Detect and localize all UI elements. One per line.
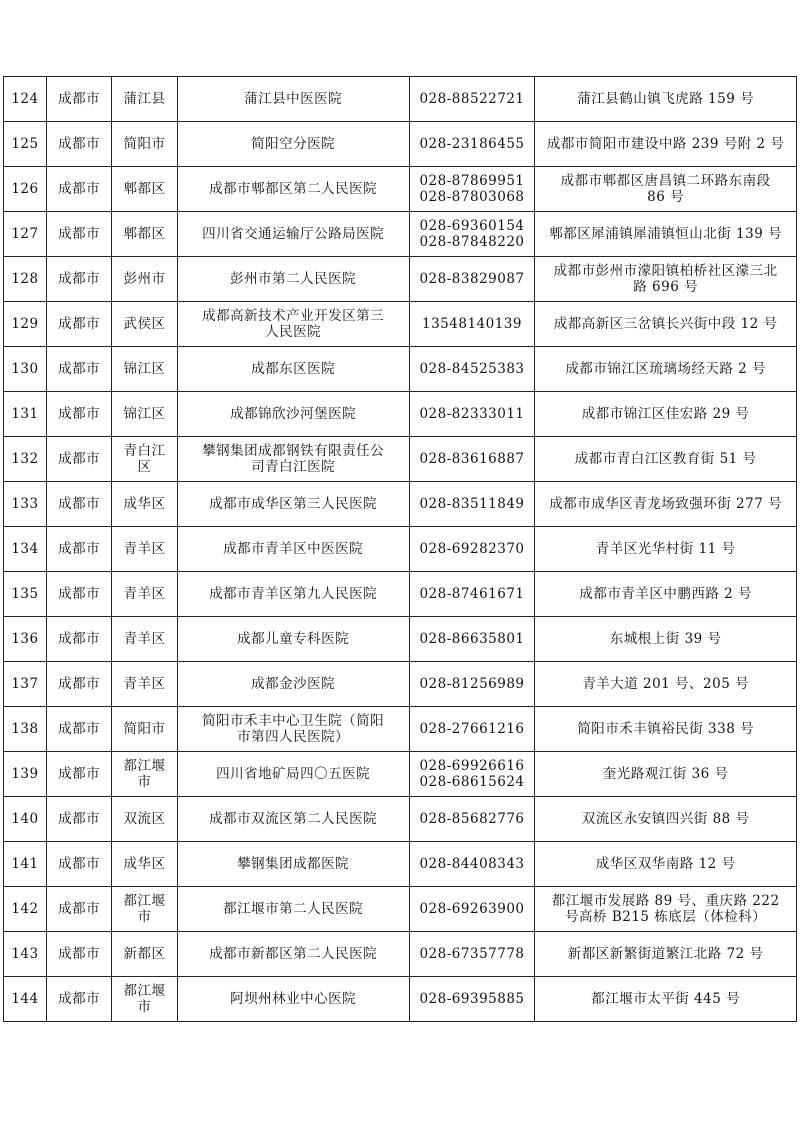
district-cell-line: 青羊区 — [123, 586, 166, 602]
phone-cell — [409, 527, 535, 572]
table-row — [4, 482, 797, 527]
phone-cell — [409, 392, 535, 437]
city-cell: 成都市 — [46, 347, 111, 392]
address-cell — [535, 77, 797, 122]
district-cell-line: 简阳市 — [123, 721, 166, 737]
phone-cell-line: 028-87803068 — [419, 189, 525, 205]
address-cell-line: 成都市青羊区中鹏西路 2 号 — [579, 586, 752, 602]
address-cell-line: 成都高新区三岔镇长兴街中段 12 号 — [553, 316, 778, 332]
hospital-name-cell — [177, 842, 409, 887]
district-cell-line: 彭州市 — [123, 271, 166, 287]
hospital-name-cell-line: 四川省交通运输厅公路局医院 — [202, 226, 385, 242]
hospital-name-cell — [177, 617, 409, 662]
address-cell-line: 青羊大道 201 号、205 号 — [582, 676, 750, 692]
hospital-name-cell — [177, 707, 409, 752]
phone-cell — [409, 977, 535, 1022]
phone-cell — [409, 167, 535, 212]
address-cell — [535, 617, 797, 662]
address-cell — [535, 392, 797, 437]
hospital-name-cell-line: 简阳空分医院 — [251, 136, 336, 152]
address-cell-line: 简阳市禾丰镇裕民街 338 号 — [577, 721, 755, 737]
phone-cell-line: 028-84525383 — [419, 361, 525, 377]
district-cell-line: 都江堰 — [123, 893, 166, 909]
hospital-name-cell-line: 都江堰市第二人民医院 — [223, 901, 364, 917]
row-number: 144 — [4, 977, 47, 1022]
hospital-name-cell-line: 成都锦欣沙河堡医院 — [230, 406, 357, 422]
city-cell: 成都市 — [46, 662, 111, 707]
district-cell — [112, 572, 177, 617]
table-row — [4, 212, 797, 257]
district-cell-line: 青羊区 — [123, 631, 166, 647]
district-cell-line: 郫都区 — [123, 226, 166, 242]
row-number: 127 — [4, 212, 47, 257]
district-cell-line: 都江堰 — [123, 758, 166, 774]
table-row — [4, 977, 797, 1022]
phone-cell — [409, 617, 535, 662]
phone-cell — [409, 77, 535, 122]
hospital-name-cell — [177, 347, 409, 392]
district-cell-line: 青白江 — [123, 443, 166, 459]
phone-cell — [409, 842, 535, 887]
hospital-name-cell-line: 彭州市第二人民医院 — [230, 271, 357, 287]
phone-cell-line: 028-68615624 — [419, 774, 525, 790]
address-cell-line: 双流区永安镇四兴街 88 号 — [581, 811, 750, 827]
address-cell-line: 路 696 号 — [633, 279, 699, 295]
district-cell — [112, 392, 177, 437]
phone-cell — [409, 257, 535, 302]
district-cell — [112, 887, 177, 932]
hospital-name-cell-line: 司青白江医院 — [251, 459, 336, 475]
address-cell — [535, 167, 797, 212]
phone-cell — [409, 122, 535, 167]
address-cell — [535, 302, 797, 347]
phone-cell-line: 028-81256989 — [419, 676, 525, 692]
hospital-name-cell — [177, 257, 409, 302]
district-cell-line: 锦江区 — [123, 406, 166, 422]
address-cell — [535, 437, 797, 482]
district-cell-line: 青羊区 — [123, 676, 166, 692]
table-row — [4, 347, 797, 392]
address-cell-line: 86 号 — [647, 189, 685, 205]
city-cell: 成都市 — [46, 257, 111, 302]
address-cell-line: 成都市青白江区教育街 51 号 — [574, 451, 757, 467]
city-cell: 成都市 — [46, 617, 111, 662]
district-cell-line: 简阳市 — [123, 136, 166, 152]
city-cell: 成都市 — [46, 707, 111, 752]
address-cell — [535, 212, 797, 257]
district-cell — [112, 932, 177, 977]
address-cell-line: 号高桥 B215 栋底层（体检科） — [565, 909, 767, 925]
row-number: 138 — [4, 707, 47, 752]
city-cell: 成都市 — [46, 887, 111, 932]
address-cell-line: 蒲江县鹤山镇飞虎路 159 号 — [577, 91, 755, 107]
phone-cell-line: 028-67357778 — [419, 946, 525, 962]
phone-cell-line: 028-83829087 — [419, 271, 525, 287]
hospital-name-cell-line: 成都市青羊区第九人民医院 — [209, 586, 378, 602]
phone-cell — [409, 437, 535, 482]
district-cell-line: 蒲江县 — [123, 91, 166, 107]
hospital-name-cell-line: 简阳市禾丰中心卫生院（简阳 — [202, 713, 385, 729]
hospital-name-cell-line: 成都市青羊区中医医院 — [223, 541, 364, 557]
city-cell: 成都市 — [46, 797, 111, 842]
district-cell-line: 武侯区 — [123, 316, 166, 332]
hospital-name-cell — [177, 482, 409, 527]
city-cell: 成都市 — [46, 932, 111, 977]
table-row — [4, 572, 797, 617]
hospital-name-cell-line: 成都市成华区第三人民医院 — [209, 496, 378, 512]
city-cell: 成都市 — [46, 212, 111, 257]
address-cell-line: 成都市成华区青龙场致强环街 277 号 — [549, 496, 783, 512]
address-cell — [535, 527, 797, 572]
table-row — [4, 842, 797, 887]
city-cell: 成都市 — [46, 122, 111, 167]
hospital-name-cell-line: 蒲江县中医医院 — [244, 91, 343, 107]
hospital-name-cell — [177, 527, 409, 572]
table-row — [4, 932, 797, 977]
table-row — [4, 167, 797, 212]
phone-cell-line: 028-86635801 — [419, 631, 525, 647]
hospital-name-cell-line: 成都儿童专科医院 — [237, 631, 350, 647]
table-row — [4, 887, 797, 932]
district-cell — [112, 167, 177, 212]
table-row — [4, 437, 797, 482]
table-row — [4, 392, 797, 437]
address-cell-line: 成都市锦江区琉璃场经天路 2 号 — [565, 361, 766, 377]
table-row — [4, 662, 797, 707]
phone-cell-line: 028-69395885 — [419, 991, 525, 1007]
district-cell — [112, 707, 177, 752]
hospital-name-cell-line: 成都市新都区第二人民医院 — [209, 946, 378, 962]
district-cell — [112, 482, 177, 527]
row-number: 141 — [4, 842, 47, 887]
row-number: 124 — [4, 77, 47, 122]
district-cell-line: 市 — [137, 909, 152, 925]
table-row — [4, 797, 797, 842]
row-number: 137 — [4, 662, 47, 707]
table-row — [4, 752, 797, 797]
hospital-name-cell-line: 阿坝州林业中心医院 — [230, 991, 357, 1007]
hospital-name-cell-line: 攀钢集团成都医院 — [237, 856, 350, 872]
address-cell — [535, 887, 797, 932]
address-cell-line: 成华区双华南路 12 号 — [595, 856, 736, 872]
phone-cell-line: 028-88522721 — [419, 91, 525, 107]
hospital-table — [3, 76, 797, 1022]
table-row — [4, 527, 797, 572]
row-number: 129 — [4, 302, 47, 347]
row-number: 126 — [4, 167, 47, 212]
district-cell — [112, 437, 177, 482]
phone-cell — [409, 482, 535, 527]
hospital-name-cell-line: 成都高新技术产业开发区第三 — [202, 308, 385, 324]
phone-cell-line: 028-87848220 — [419, 234, 525, 250]
hospital-name-cell — [177, 797, 409, 842]
phone-cell-line: 028-69926616 — [419, 758, 525, 774]
district-cell — [112, 662, 177, 707]
hospital-name-cell — [177, 752, 409, 797]
phone-cell — [409, 662, 535, 707]
hospital-name-cell — [177, 77, 409, 122]
district-cell-line: 都江堰 — [123, 983, 166, 999]
district-cell — [112, 797, 177, 842]
phone-cell — [409, 797, 535, 842]
row-number: 131 — [4, 392, 47, 437]
address-cell — [535, 707, 797, 752]
phone-cell — [409, 752, 535, 797]
district-cell — [112, 347, 177, 392]
district-cell-line: 成华区 — [123, 496, 166, 512]
address-cell-line: 成都市简阳市建设中路 239 号附 2 号 — [546, 136, 785, 152]
hospital-name-cell — [177, 662, 409, 707]
city-cell: 成都市 — [46, 392, 111, 437]
address-cell-line: 成都市郫都区唐昌镇二环路东南段 — [560, 173, 771, 189]
phone-cell-line: 13548140139 — [422, 316, 522, 332]
district-cell — [112, 77, 177, 122]
phone-cell-line: 028-69282370 — [419, 541, 525, 557]
hospital-name-cell — [177, 437, 409, 482]
hospital-name-cell-line: 攀钢集团成都钢铁有限责任公 — [202, 443, 385, 459]
address-cell — [535, 842, 797, 887]
row-number: 140 — [4, 797, 47, 842]
phone-cell — [409, 572, 535, 617]
phone-cell — [409, 302, 535, 347]
phone-cell — [409, 707, 535, 752]
city-cell: 成都市 — [46, 842, 111, 887]
phone-cell-line: 028-87461671 — [419, 586, 525, 602]
district-cell — [112, 977, 177, 1022]
hospital-name-cell — [177, 122, 409, 167]
hospital-name-cell — [177, 887, 409, 932]
city-cell: 成都市 — [46, 527, 111, 572]
address-cell-line: 成都市锦江区佳宏路 29 号 — [581, 406, 750, 422]
district-cell — [112, 617, 177, 662]
address-cell-line: 新都区新繁街道繁江北路 72 号 — [567, 946, 764, 962]
district-cell-line: 市 — [137, 774, 152, 790]
hospital-name-cell-line: 成都金沙医院 — [251, 676, 336, 692]
row-number: 128 — [4, 257, 47, 302]
address-cell — [535, 752, 797, 797]
table-row — [4, 707, 797, 752]
address-cell — [535, 797, 797, 842]
row-number: 142 — [4, 887, 47, 932]
phone-cell — [409, 932, 535, 977]
address-cell — [535, 257, 797, 302]
district-cell — [112, 212, 177, 257]
district-cell — [112, 527, 177, 572]
hospital-name-cell-line: 成都市双流区第二人民医院 — [209, 811, 378, 827]
phone-cell-line: 028-83511849 — [419, 496, 525, 512]
district-cell — [112, 122, 177, 167]
address-cell — [535, 482, 797, 527]
address-cell-line: 都江堰市发展路 89 号、重庆路 222 — [551, 893, 780, 909]
phone-cell — [409, 347, 535, 392]
table-row — [4, 617, 797, 662]
table-row — [4, 77, 797, 122]
city-cell: 成都市 — [46, 167, 111, 212]
city-cell: 成都市 — [46, 302, 111, 347]
city-cell: 成都市 — [46, 977, 111, 1022]
phone-cell — [409, 212, 535, 257]
row-number: 136 — [4, 617, 47, 662]
phone-cell-line: 028-87869951 — [419, 173, 525, 189]
district-cell-line: 郫都区 — [123, 181, 166, 197]
table-row — [4, 302, 797, 347]
district-cell-line: 锦江区 — [123, 361, 166, 377]
row-number: 130 — [4, 347, 47, 392]
row-number: 139 — [4, 752, 47, 797]
district-cell — [112, 257, 177, 302]
hospital-name-cell — [177, 212, 409, 257]
district-cell-line: 新都区 — [123, 946, 166, 962]
hospital-name-cell-line: 市第四人民医院） — [237, 729, 350, 745]
table-body — [4, 77, 797, 1022]
district-cell — [112, 842, 177, 887]
phone-cell-line: 028-83616887 — [419, 451, 525, 467]
address-cell — [535, 122, 797, 167]
hospital-name-cell — [177, 572, 409, 617]
row-number: 135 — [4, 572, 47, 617]
hospital-name-cell-line: 成都市郫都区第二人民医院 — [209, 181, 378, 197]
hospital-name-cell-line: 人民医院 — [265, 324, 322, 340]
address-cell — [535, 347, 797, 392]
city-cell: 成都市 — [46, 572, 111, 617]
phone-cell-line: 028-84408343 — [419, 856, 525, 872]
hospital-name-cell-line: 成都东区医院 — [251, 361, 336, 377]
row-number: 125 — [4, 122, 47, 167]
address-cell-line: 都江堰市太平街 445 号 — [591, 991, 741, 1007]
district-cell-line: 双流区 — [123, 811, 166, 827]
city-cell: 成都市 — [46, 482, 111, 527]
hospital-name-cell — [177, 302, 409, 347]
hospital-name-cell — [177, 977, 409, 1022]
district-cell — [112, 302, 177, 347]
phone-cell-line: 028-23186455 — [419, 136, 525, 152]
table-row — [4, 257, 797, 302]
address-cell — [535, 572, 797, 617]
phone-cell-line: 028-82333011 — [419, 406, 525, 422]
row-number: 134 — [4, 527, 47, 572]
row-number: 132 — [4, 437, 47, 482]
phone-cell-line: 028-27661216 — [419, 721, 525, 737]
address-cell — [535, 662, 797, 707]
address-cell — [535, 977, 797, 1022]
row-number: 143 — [4, 932, 47, 977]
address-cell-line: 奎光路观江街 36 号 — [602, 766, 729, 782]
hospital-name-cell-line: 四川省地矿局四〇五医院 — [216, 766, 371, 782]
city-cell: 成都市 — [46, 752, 111, 797]
row-number: 133 — [4, 482, 47, 527]
hospital-name-cell — [177, 932, 409, 977]
city-cell: 成都市 — [46, 77, 111, 122]
address-cell-line: 东城根上街 39 号 — [609, 631, 722, 647]
phone-cell-line: 028-69360154 — [419, 218, 525, 234]
phone-cell-line: 028-69263900 — [419, 901, 525, 917]
hospital-name-cell — [177, 392, 409, 437]
address-cell-line: 青羊区光华村街 11 号 — [595, 541, 736, 557]
address-cell-line: 郫都区犀浦镇犀浦镇恒山北街 139 号 — [549, 226, 783, 242]
district-cell-line: 成华区 — [123, 856, 166, 872]
hospital-name-cell — [177, 167, 409, 212]
address-cell — [535, 932, 797, 977]
district-cell-line: 青羊区 — [123, 541, 166, 557]
phone-cell — [409, 887, 535, 932]
table-row — [4, 122, 797, 167]
district-cell-line: 市 — [137, 999, 152, 1015]
phone-cell-line: 028-85682776 — [419, 811, 525, 827]
city-cell: 成都市 — [46, 437, 111, 482]
district-cell — [112, 752, 177, 797]
address-cell-line: 成都市彭州市濛阳镇柏桥社区濛三北 — [553, 263, 778, 279]
district-cell-line: 区 — [137, 459, 152, 475]
